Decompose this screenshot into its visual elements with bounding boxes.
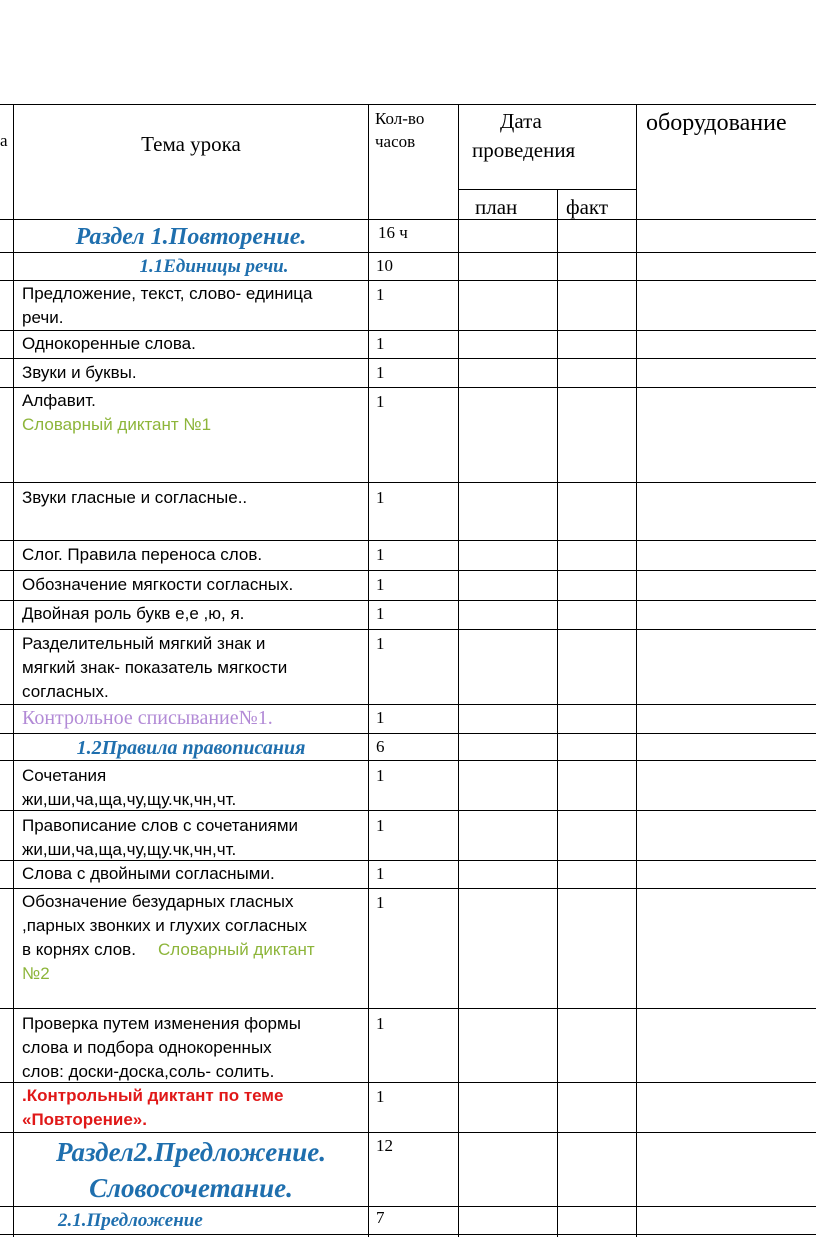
grid-line-h bbox=[0, 358, 816, 359]
section-title: Словосочетание. bbox=[89, 1173, 293, 1203]
grid-line-h bbox=[0, 219, 816, 220]
lesson-topic: согласных. bbox=[22, 682, 109, 701]
grid-line-h bbox=[0, 600, 816, 601]
lesson-topic: жи,ши,ча,ща,чу,щу.чк,чн,чт. bbox=[22, 790, 237, 809]
lesson-topic: слов: доски-доска,соль- солить. bbox=[22, 1062, 275, 1081]
hours-cell: 1 bbox=[376, 893, 385, 912]
hours-cell: 1 bbox=[376, 334, 385, 353]
subsection-title: 2.1.Предложение bbox=[58, 1210, 203, 1231]
lesson-topic: речи. bbox=[22, 308, 64, 327]
grid-line-v bbox=[13, 104, 14, 1237]
lesson-topic: Алфавит. bbox=[22, 391, 96, 410]
grid-line-v bbox=[557, 189, 558, 1237]
section-title: Раздел2.Предложение. bbox=[56, 1137, 326, 1167]
hours-cell: 1 bbox=[376, 634, 385, 653]
lesson-topic: Двойная роль букв е,е ,ю, я. bbox=[22, 604, 245, 623]
lesson-topic: Правописание слов с сочетаниями bbox=[22, 816, 299, 835]
lesson-topic: Слог. Правила переноса слов. bbox=[22, 545, 263, 564]
grid-line-h bbox=[0, 1234, 816, 1235]
hours-cell: 16 ч bbox=[378, 223, 408, 242]
grid-line-v bbox=[636, 104, 637, 1237]
grid-line-h bbox=[0, 1206, 816, 1207]
grid-line-h bbox=[0, 733, 816, 734]
lesson-topic: мягкий знак- показатель мягкости bbox=[22, 658, 288, 677]
lesson-topic: Предложение, текст, слово- единица bbox=[22, 284, 313, 303]
header-hours-line1: Кол-во bbox=[375, 109, 425, 128]
header-date-line2: проведения bbox=[472, 138, 576, 162]
lesson-topic: в корнях слов. bbox=[22, 940, 136, 959]
grid-line-h bbox=[0, 888, 816, 889]
lesson-topic: жи,ши,ча,ща,чу,щу.чк,чн,чт. bbox=[22, 840, 237, 859]
lesson-topic: Звуки и буквы. bbox=[22, 363, 137, 382]
lesson-topic: Разделительный мягкий знак и bbox=[22, 634, 266, 653]
copying-test-title: Контрольное списывание№1. bbox=[22, 707, 273, 729]
grid-line-h bbox=[0, 629, 816, 630]
hours-cell: 12 bbox=[376, 1136, 393, 1155]
grid-line-h bbox=[0, 387, 816, 388]
grid-line-h bbox=[0, 104, 816, 105]
hours-cell: 1 bbox=[376, 766, 385, 785]
hours-cell: 1 bbox=[376, 285, 385, 304]
hours-cell: 1 bbox=[376, 392, 385, 411]
grid-line-h bbox=[0, 1132, 816, 1133]
grid-line-h bbox=[0, 570, 816, 571]
subsection-title: 1.1Единицы речи. bbox=[139, 256, 289, 277]
grid-line-h bbox=[0, 330, 816, 331]
hours-cell: 10 bbox=[376, 256, 393, 275]
grid-line-h bbox=[0, 540, 816, 541]
hours-cell: 6 bbox=[376, 737, 385, 756]
lesson-topic: ,парных звонких и глухих согласных bbox=[22, 916, 307, 935]
grid-line-h bbox=[458, 189, 636, 190]
header-equipment: оборудование bbox=[646, 110, 787, 136]
grid-line-h bbox=[0, 704, 816, 705]
lesson-topic: Обозначение мягкости согласных. bbox=[22, 575, 294, 594]
dictation-note: №2 bbox=[22, 964, 50, 983]
dictation-test-title: .Контрольный диктант по теме bbox=[22, 1086, 284, 1105]
header-topic: Тема урока bbox=[141, 132, 241, 156]
hours-cell: 1 bbox=[376, 575, 385, 594]
lesson-topic: Однокоренные слова. bbox=[22, 334, 196, 353]
dictation-test-title: «Повторение». bbox=[22, 1110, 147, 1129]
dictation-note: Словарный диктант №1 bbox=[22, 415, 212, 434]
header-hours-line2: часов bbox=[375, 132, 416, 151]
header-date-line1: Дата bbox=[500, 109, 542, 133]
grid-line-h bbox=[0, 1008, 816, 1009]
section-title: Раздел 1.Повторение. bbox=[75, 224, 307, 250]
lesson-topic: Звуки гласные и согласные.. bbox=[22, 488, 248, 507]
grid-line-v bbox=[458, 104, 459, 1237]
header-plan: план bbox=[475, 195, 518, 219]
lesson-topic: Проверка путем изменения формы bbox=[22, 1014, 301, 1033]
hours-cell: 1 bbox=[376, 604, 385, 623]
hours-cell: 1 bbox=[376, 488, 385, 507]
header-fact: факт bbox=[566, 195, 609, 219]
lesson-topic: Слова с двойными согласными. bbox=[22, 864, 275, 883]
grid-line-h bbox=[0, 482, 816, 483]
lesson-topic: слова и подбора однокоренных bbox=[22, 1038, 272, 1057]
lesson-topic: Обозначение безударных гласных bbox=[22, 892, 294, 911]
lesson-topic: Сочетания bbox=[22, 766, 107, 785]
hours-cell: 1 bbox=[376, 816, 385, 835]
hours-cell: 1 bbox=[376, 545, 385, 564]
header-number-cut: а bbox=[0, 131, 8, 150]
hours-cell: 1 bbox=[376, 864, 385, 883]
dictation-note: Словарный диктант bbox=[158, 940, 315, 959]
grid-line-v bbox=[368, 104, 369, 1237]
subsection-title: 1.2Правила правописания bbox=[76, 737, 306, 759]
grid-line-h bbox=[0, 252, 816, 253]
hours-cell: 7 bbox=[376, 1208, 385, 1227]
hours-cell: 1 bbox=[376, 363, 385, 382]
hours-cell: 1 bbox=[376, 708, 385, 727]
hours-cell: 1 bbox=[376, 1014, 385, 1033]
hours-cell: 1 bbox=[376, 1087, 385, 1106]
grid-line-h bbox=[0, 280, 816, 281]
